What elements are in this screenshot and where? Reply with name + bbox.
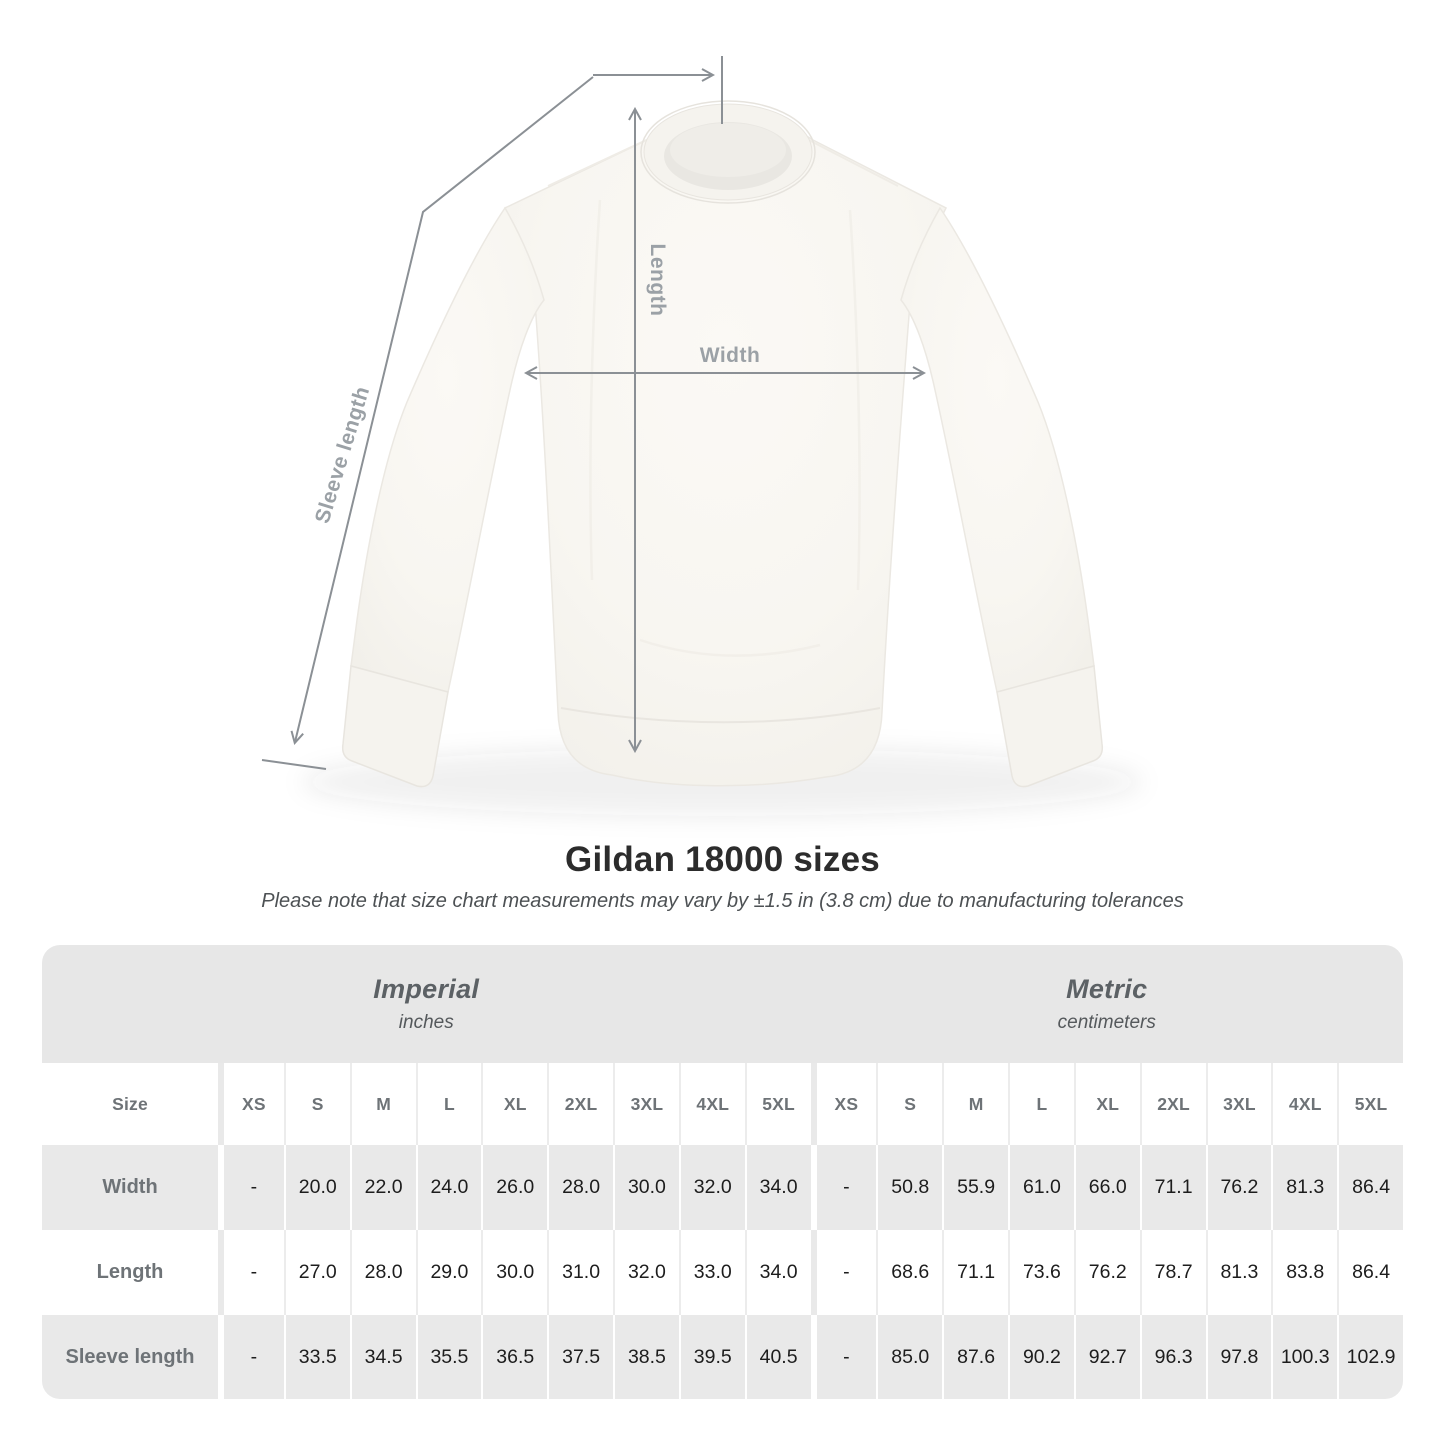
size-header: 4XL	[1271, 1063, 1337, 1145]
metric-group-header	[811, 945, 1404, 1063]
table-cell: 97.8	[1206, 1315, 1272, 1399]
table-cell: 68.6	[876, 1230, 942, 1315]
size-column-header: Size	[112, 1093, 148, 1114]
length-row	[42, 1230, 1403, 1315]
table-cell: 34.0	[745, 1145, 811, 1230]
size-header: 2XL	[1140, 1063, 1206, 1145]
size-header: 3XL	[1206, 1063, 1272, 1145]
length-label: Length	[646, 243, 669, 317]
sweatshirt-left-sleeve	[351, 208, 544, 692]
table-cell: 96.3	[1140, 1315, 1206, 1399]
sweatshirt-right-sleeve	[901, 208, 1094, 692]
sleeve-length-label: Sleeve length	[310, 383, 375, 527]
table-cell: 35.5	[416, 1315, 482, 1399]
size-header: XL	[481, 1063, 547, 1145]
metric-label: Metric	[1066, 974, 1148, 1004]
table-cell: 32.0	[679, 1145, 745, 1230]
size-table	[42, 945, 1403, 1399]
row-label: Width	[102, 1176, 158, 1198]
row-label: Sleeve length	[65, 1345, 195, 1368]
table-cell: 39.5	[679, 1315, 745, 1399]
table-cell: 71.1	[942, 1230, 1008, 1315]
size-header: L	[416, 1063, 482, 1145]
table-cell: 32.0	[613, 1230, 679, 1315]
table-cell: 33.0	[679, 1230, 745, 1315]
table-cell: 73.6	[1008, 1230, 1074, 1315]
sweatshirt-body	[505, 115, 946, 786]
size-header: 2XL	[547, 1063, 613, 1145]
collar-inside-back	[670, 123, 786, 177]
row-label: Length	[96, 1261, 164, 1283]
imperial-label: Imperial	[373, 974, 480, 1004]
table-cell: 26.0	[481, 1145, 547, 1230]
table-cell: 81.3	[1271, 1145, 1337, 1230]
table-cell: 33.5	[284, 1315, 350, 1399]
table-cell: 102.9	[1337, 1315, 1403, 1399]
imperial-unit: inches	[398, 1012, 454, 1033]
unit-band	[42, 945, 1403, 1063]
size-header: XL	[1074, 1063, 1140, 1145]
table-cell: 31.0	[547, 1230, 613, 1315]
size-header: 4XL	[679, 1063, 745, 1145]
table-cell: 50.8	[876, 1145, 942, 1230]
table-cell: 30.0	[613, 1145, 679, 1230]
table-cell: 20.0	[284, 1145, 350, 1230]
imperial-group-header	[42, 945, 811, 1063]
table-cell: 66.0	[1074, 1145, 1140, 1230]
size-header: M	[350, 1063, 416, 1145]
table-cell: -	[218, 1315, 284, 1399]
size-header: L	[1008, 1063, 1074, 1145]
table-cell: -	[811, 1230, 877, 1315]
table-cell: 36.5	[481, 1315, 547, 1399]
table-cell: 71.1	[1140, 1145, 1206, 1230]
page-title: Gildan 18000 sizes	[565, 840, 880, 879]
size-header-row	[42, 1063, 1403, 1145]
table-cell: 38.5	[613, 1315, 679, 1399]
size-header: 5XL	[745, 1063, 811, 1145]
table-cell: 76.2	[1206, 1145, 1272, 1230]
table-cell: 81.3	[1206, 1230, 1272, 1315]
table-cell: -	[811, 1315, 877, 1399]
table-cell: 24.0	[416, 1145, 482, 1230]
table-cell: 55.9	[942, 1145, 1008, 1230]
width-row	[42, 1145, 1403, 1230]
size-header: XS	[811, 1063, 877, 1145]
table-cell: 40.5	[745, 1315, 811, 1399]
size-header: XS	[218, 1063, 284, 1145]
table-cell: 28.0	[547, 1145, 613, 1230]
sleeve-length-row	[42, 1315, 1403, 1399]
table-cell: 87.6	[942, 1315, 1008, 1399]
table-cell: 34.5	[350, 1315, 416, 1399]
table-cell: 29.0	[416, 1230, 482, 1315]
table-cell: 27.0	[284, 1230, 350, 1315]
title-block	[0, 840, 1445, 913]
table-cell: 76.2	[1074, 1230, 1140, 1315]
size-header: 5XL	[1337, 1063, 1403, 1145]
width-label: Width	[699, 344, 761, 367]
size-header: M	[942, 1063, 1008, 1145]
table-cell: 85.0	[876, 1315, 942, 1399]
metric-unit: centimeters	[1057, 1012, 1156, 1033]
table-cell: 34.0	[745, 1230, 811, 1315]
tolerance-note: Please note that size chart measurements may vary by ±1.5 in (3.8 cm) due to manufacturing tolerances	[261, 890, 1184, 912]
size-header: S	[284, 1063, 350, 1145]
table-cell: 22.0	[350, 1145, 416, 1230]
table-cell: -	[811, 1145, 877, 1230]
table-cell: -	[218, 1230, 284, 1315]
table-cell: 30.0	[481, 1230, 547, 1315]
table-cell: 92.7	[1074, 1315, 1140, 1399]
table-cell: 83.8	[1271, 1230, 1337, 1315]
table-cell: 37.5	[547, 1315, 613, 1399]
size-header: S	[876, 1063, 942, 1145]
table-cell: -	[218, 1145, 284, 1230]
table-cell: 86.4	[1337, 1230, 1403, 1315]
table-cell: 100.3	[1271, 1315, 1337, 1399]
size-header: 3XL	[613, 1063, 679, 1145]
table-cell: 61.0	[1008, 1145, 1074, 1230]
table-cell: 78.7	[1140, 1230, 1206, 1315]
table-cell: 86.4	[1337, 1145, 1403, 1230]
table-cell: 90.2	[1008, 1315, 1074, 1399]
cuff-tick	[262, 760, 326, 769]
table-cell: 28.0	[350, 1230, 416, 1315]
